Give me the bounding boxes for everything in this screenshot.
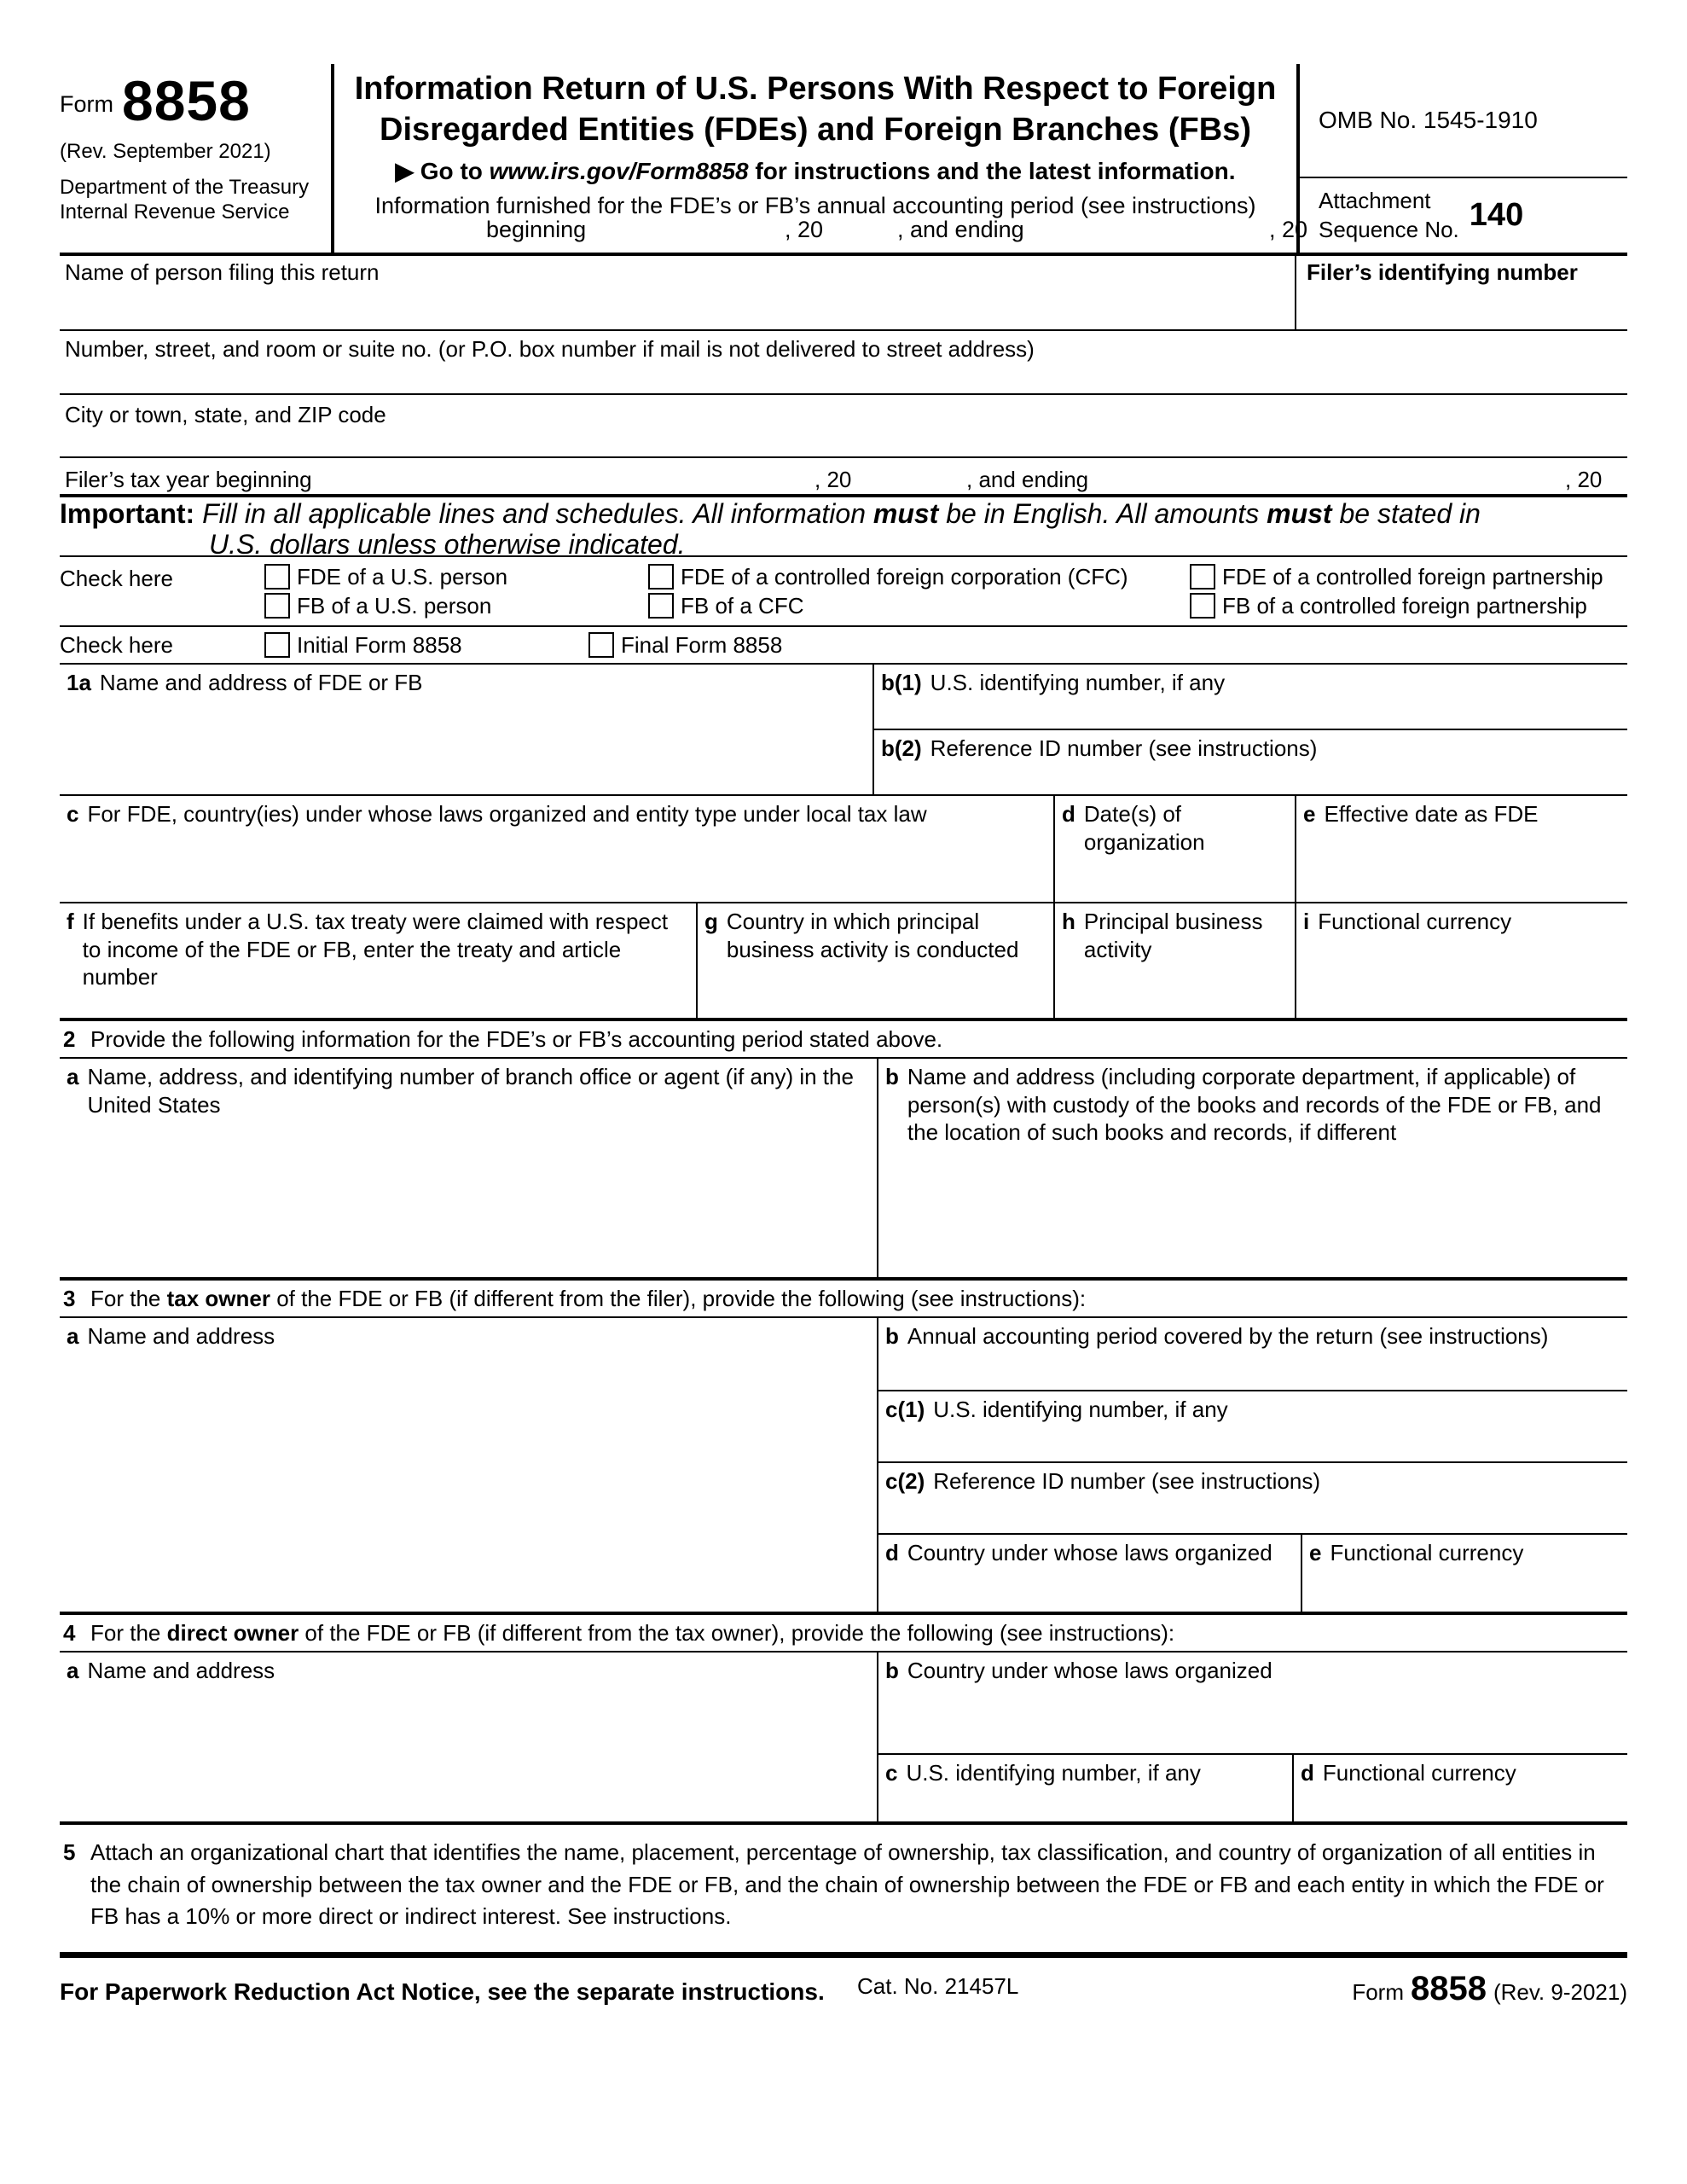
section-label: of the FDE or FB (if different from the filer), provide the following (see instructions): [270, 1285, 1087, 1311]
attachment-sequence-number: 140 [1469, 196, 1524, 233]
comma-20: , 20 [1269, 217, 1308, 242]
line-number: d [885, 1540, 899, 1565]
and-ending-label: , and ending [897, 217, 1024, 242]
checkbox-label: FB of a U.S. person [297, 592, 492, 619]
footer-revision: (Rev. 9-2021) [1493, 1979, 1627, 2006]
filer-name-field[interactable] [60, 256, 1296, 329]
field-1h-principal-business[interactable] [1055, 903, 1296, 1018]
checkbox-icon[interactable] [588, 632, 614, 658]
line-number: b [885, 1064, 899, 1089]
section-label-bold: direct owner [166, 1619, 299, 1646]
footer-rule [60, 1952, 1627, 1958]
attachment-line-2: Sequence No. [1319, 216, 1459, 242]
agency-line-2: Internal Revenue Service [60, 200, 290, 224]
line-2-body [60, 1059, 1627, 1281]
checkbox-label: FDE of a controlled foreign partnership [1222, 563, 1603, 590]
field-label: Principal business activity [1083, 909, 1263, 962]
line-5 [60, 1837, 1627, 1933]
field-label: U.S. identifying number, if any [906, 1760, 1201, 1786]
attachment-box [1300, 178, 1627, 253]
section-label: For the [90, 1619, 167, 1646]
field-label: Name and address of FDE or FB [99, 670, 423, 695]
entity-type-check-row [60, 557, 1627, 627]
checkbox-label: Final Form 8858 [621, 631, 783, 658]
important-text-line-2: U.S. dollars unless otherwise indicated. [209, 528, 686, 560]
checkbox-label: FB of a CFC [681, 592, 804, 619]
field-label: Name and address [87, 1658, 275, 1683]
form-content [60, 64, 1627, 2006]
footer-form-number: 8858 [1410, 1970, 1487, 2008]
filer-city-label: City or town, state, and ZIP code [65, 402, 386, 427]
important-text: Fill in all applicable lines and schedules. All information [202, 498, 873, 529]
attachment-line-1: Attachment [1319, 187, 1431, 213]
field-label: U.S. identifying number, if any [930, 670, 1226, 695]
paperwork-notice: For Paperwork Reduction Act Notice, see the separate instructions. [60, 1978, 825, 2006]
important-text: be stated in [1331, 498, 1481, 529]
field-1a-name-address[interactable] [60, 665, 874, 794]
line-number: b(2) [881, 735, 922, 761]
checkbox-icon[interactable] [1190, 564, 1215, 590]
field-label: Functional currency [1318, 909, 1512, 934]
field-1e-effective-date[interactable] [1296, 796, 1627, 902]
omb-number: OMB No. 1545-1910 [1300, 64, 1627, 178]
checkbox-label: FDE of a U.S. person [297, 563, 508, 590]
line-number: b(1) [881, 670, 922, 695]
field-4a-name-address[interactable] [60, 1653, 878, 1821]
line-number: 4 [63, 1619, 76, 1646]
checkbox-fde-cfp[interactable] [1190, 564, 1603, 590]
form-title-line-1: Information Return of U.S. Persons With Respect to Foreign [354, 71, 1277, 107]
field-3b-accounting-period[interactable] [878, 1318, 1627, 1391]
section-label: Provide the following information for the FDE’s or FB’s accounting period stated above. [90, 1025, 943, 1052]
field-label: Functional currency [1322, 1760, 1516, 1786]
field-label: Name and address [87, 1323, 275, 1349]
line-1fghi-row [60, 903, 1627, 1021]
line-number: 3 [63, 1285, 76, 1311]
footer-form-word: Form [1352, 1979, 1404, 2006]
field-b1-us-id[interactable] [874, 665, 1627, 730]
form-header-center [334, 64, 1308, 253]
form-header-left [60, 64, 334, 253]
goto-url-link[interactable]: www.irs.gov/Form8858 [489, 158, 749, 184]
important-note [60, 497, 1627, 560]
line-number: g [704, 909, 718, 934]
checkbox-initial-form[interactable] [264, 632, 588, 659]
important-must-2: must [1267, 498, 1332, 529]
form-header-right [1300, 64, 1627, 253]
goto-text-pre: Go to [414, 158, 490, 184]
comma-20: , 20 [785, 217, 824, 242]
important-label: Important: [60, 498, 195, 529]
checkbox-fb-cfc[interactable] [648, 593, 1190, 619]
beginning-label: beginning [486, 217, 587, 242]
line-4-header [60, 1615, 1627, 1653]
filer-street-label: Number, street, and room or suite no. (or P.O. box number if mail is not delivered to street address) [65, 336, 1035, 362]
goto-text-post: for instructions and the latest information. [748, 158, 1236, 184]
checkbox-icon[interactable] [264, 632, 290, 658]
field-1d-date-organization[interactable] [1055, 796, 1296, 902]
line-number: a [67, 1064, 79, 1089]
important-text: be in English. All amounts [938, 498, 1267, 529]
accounting-period-line[interactable] [334, 217, 1308, 246]
field-label: If benefits under a U.S. tax treaty were claimed with respect to income of the FDE or FB, enter the treaty and article number [82, 909, 669, 990]
line-number: c(1) [885, 1397, 925, 1422]
form-title-line-2: Disregarded Entities (FDEs) and Foreign Branches (FBs) [380, 111, 1251, 148]
field-3d-country-laws[interactable] [878, 1535, 1302, 1612]
check-here-label: Check here [60, 631, 173, 658]
checkbox-label: FDE of a controlled foreign corporation (CFC) [681, 563, 1128, 590]
line-number: i [1303, 909, 1310, 934]
line-number: b [885, 1323, 899, 1349]
line-5-text: Attach an organizational chart that identifies the name, placement, percentage of ownership, tax classification, and country of organization of all entities in the chain of ownership between the tax owner and the FDE or FB, and the chain of ownership between the FDE or FB and each entity in which the FDE or FB has a 10% or more direct or indirect interest. See instructions. [90, 1839, 1604, 1930]
checkbox-label: Initial Form 8858 [297, 631, 462, 658]
checkbox-final-form[interactable] [588, 632, 782, 659]
section-label: For the [90, 1285, 167, 1311]
important-must-1: must [872, 498, 939, 529]
line-number: e [1309, 1540, 1322, 1565]
line-1cde-row [60, 796, 1627, 903]
line-number: d [1301, 1760, 1314, 1786]
footer [60, 1970, 1627, 2008]
field-3e-functional-currency[interactable] [1302, 1535, 1627, 1612]
checkbox-icon[interactable] [264, 593, 290, 619]
field-1g-country-business[interactable] [698, 903, 1055, 1018]
form-status-check-row [60, 627, 1627, 665]
line-number: f [67, 909, 74, 934]
filer-tax-year-field[interactable] [60, 458, 1627, 497]
form-number: 8858 [122, 69, 251, 132]
line-number: c [67, 801, 79, 827]
line-number: c [885, 1760, 898, 1786]
line-number: c(2) [885, 1468, 925, 1494]
filer-id-field[interactable] [1296, 256, 1627, 329]
filer-name-label: Name of person filing this return [65, 259, 380, 285]
field-label: Country under whose laws organized [907, 1540, 1272, 1565]
field-1i-functional-currency[interactable] [1296, 903, 1627, 1018]
checkbox-fb-cfp[interactable] [1190, 593, 1603, 619]
tax-year-label: Filer’s tax year beginning [65, 467, 312, 492]
field-label: Reference ID number (see instructions) [933, 1468, 1320, 1494]
field-label: Name, address, and identifying number of branch office or agent (if any) in the United States [87, 1064, 854, 1118]
checkbox-label: FB of a controlled foreign partnership [1222, 592, 1587, 619]
field-1c-country-laws[interactable] [60, 796, 1055, 902]
checkbox-fb-us-person[interactable] [264, 593, 648, 619]
field-label: Name and address (including corporate department, if applicable) of person(s) with custody of the books and records of the FDE or FB, and the location of such books and records, if different [907, 1064, 1602, 1145]
line-number: a [67, 1658, 79, 1683]
line-2-header [60, 1021, 1627, 1059]
filer-city-field[interactable] [60, 395, 1627, 458]
line-4-body [60, 1653, 1627, 1825]
checkbox-fde-cfc[interactable] [648, 564, 1190, 590]
field-label: Country in which principal business activity is conducted [726, 909, 1019, 962]
field-label: Effective date as FDE [1324, 801, 1539, 827]
form-word: Form [60, 91, 113, 118]
field-3c1-us-id[interactable] [878, 1391, 1627, 1463]
field-3a-name-address[interactable] [60, 1318, 878, 1612]
line-number: 2 [63, 1025, 76, 1052]
arrow-right-icon: ▶ [395, 158, 414, 184]
comma-20: , 20 [1565, 467, 1603, 492]
field-label: Reference ID number (see instructions) [930, 735, 1318, 761]
and-ending-label: , and ending [966, 467, 1089, 492]
field-label: Annual accounting period covered by the return (see instructions) [907, 1323, 1549, 1349]
furnished-line: Information furnished for the FDE’s or FB’s annual accounting period (see instructions) [374, 193, 1256, 218]
field-4c-us-id[interactable] [878, 1755, 1294, 1821]
line-number: a [67, 1323, 79, 1349]
agency-line-1: Department of the Treasury [60, 176, 310, 200]
filer-id-label: Filer’s identifying number [1307, 259, 1578, 285]
line-number: h [1062, 909, 1075, 934]
line-number: b [885, 1658, 899, 1683]
filer-street-field[interactable] [60, 331, 1627, 395]
field-4b-country-laws[interactable] [878, 1653, 1627, 1755]
field-label: For FDE, country(ies) under whose laws organized and entity type under local tax law [87, 801, 927, 827]
check-here-label: Check here [60, 566, 173, 591]
field-4d-functional-currency[interactable] [1294, 1755, 1627, 1821]
field-label: U.S. identifying number, if any [933, 1397, 1228, 1422]
form-revision: (Rev. September 2021) [60, 140, 271, 164]
field-1f-tax-treaty[interactable] [60, 903, 698, 1018]
catalog-number: Cat. No. 21457L [857, 1973, 1019, 2000]
section-label-bold: tax owner [166, 1285, 270, 1311]
field-label: Functional currency [1330, 1540, 1524, 1565]
field-3c2-reference-id[interactable] [878, 1463, 1627, 1535]
field-label: Date(s) of organization [1083, 801, 1205, 855]
checkbox-icon[interactable] [648, 564, 674, 590]
form-header [60, 64, 1627, 256]
field-2b-books-records[interactable] [878, 1059, 1627, 1277]
field-2a-branch-office[interactable] [60, 1059, 878, 1277]
line-3-body [60, 1318, 1627, 1615]
comma-20: , 20 [815, 467, 852, 492]
line-number: d [1062, 801, 1075, 827]
checkbox-fde-us-person[interactable] [264, 564, 648, 590]
line-3-header [60, 1281, 1627, 1318]
line-1a-row [60, 665, 1627, 796]
line-number: e [1303, 801, 1316, 827]
line-number: 5 [63, 1839, 76, 1865]
line-number: 1a [67, 670, 91, 695]
checkbox-icon[interactable] [648, 593, 674, 619]
field-b2-reference-id[interactable] [874, 730, 1627, 794]
filer-name-row [60, 256, 1627, 331]
section-label: of the FDE or FB (if different from the tax owner), provide the following (see instructions): [299, 1619, 1175, 1646]
checkbox-icon[interactable] [1190, 593, 1215, 619]
field-label: Country under whose laws organized [907, 1658, 1272, 1683]
checkbox-icon[interactable] [264, 564, 290, 590]
